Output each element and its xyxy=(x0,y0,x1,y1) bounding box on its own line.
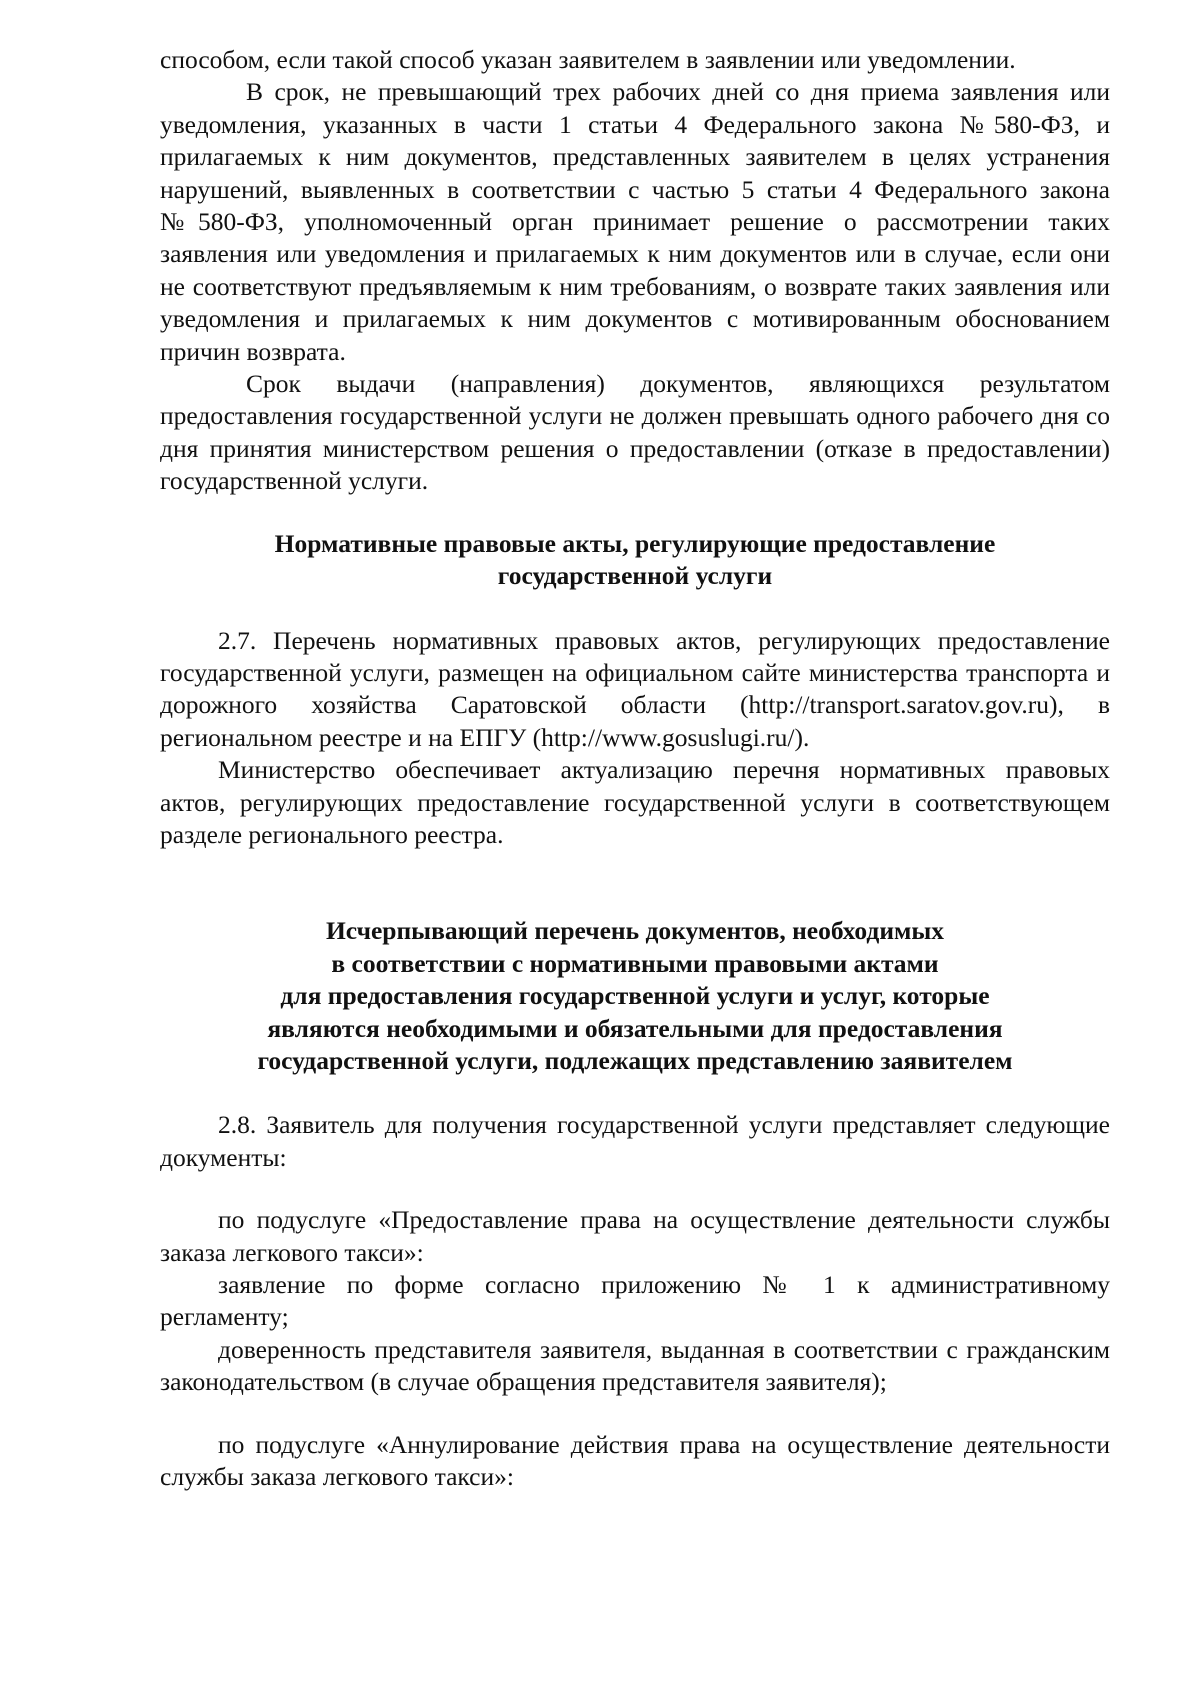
heading-documents-list xyxy=(160,915,1110,1077)
document-page xyxy=(160,44,1110,1493)
paragraph-subservice-annul: по подуслуге «Аннулирование действия права на осуществление деятельности службы заказа легкового такси»: xyxy=(160,1429,1110,1492)
paragraph-review-term: В срок, не превышающий трех рабочих дней со дня приема заявления или уведомления, указанных в части 1 статьи 4 Федерального закона №580-ФЗ, и прилагаемых к ним документов, представленных заявителем в целях устранения нарушений, выявленных в соответствии с частью 5 статьи 4 Федерального закона №580-ФЗ, уполномоченный орган принимает решение о рассмотрении таких заявления или уведомления и прилагаемых к ним документов или в случае, если они не соответствуют предъявляемым к ним требованиям, о возврате таких заявления или уведомления и прилагаемых к ним документов с мотивированным обоснованием причин возврата. xyxy=(160,77,1110,366)
heading-line: являются необходимыми и обязательными для предоставления xyxy=(267,1013,1003,1043)
paragraph-issue-term: Срок выдачи (направления) документов, являющихся результатом предоставления государственной услуги не должен превышать одного рабочего дня со дня принятия министерством решения о предоставлении (отказе в предоставлении) государственной услуги. xyxy=(160,369,1110,496)
heading-line: государственной услуги, подлежащих представлению заявителем xyxy=(257,1045,1013,1075)
paragraph-continuation: способом, если такой способ указан заявителем в заявлении или уведомлении. xyxy=(160,45,1016,74)
paragraph-power-of-attorney: доверенность представителя заявителя, выданная в соответствии с гражданским законодательством (в случае обращения представителя заявителя); xyxy=(160,1334,1110,1397)
paragraph-subservice-grant: по подуслуге «Предоставление права на осуществление деятельности службы заказа легкового такси»: xyxy=(160,1205,1110,1267)
heading-line: Нормативные правовые акты, регулирующие предоставление xyxy=(274,528,996,558)
heading-line: Исчерпывающий перечень документов, необходимых xyxy=(325,916,945,946)
spacer xyxy=(160,1077,1110,1109)
heading-line: в соответствии с нормативными правовыми актами xyxy=(331,948,939,978)
heading-line: государственной услуги xyxy=(497,561,773,591)
spacer xyxy=(160,593,1110,625)
paragraph-2-8: 2.8. Заявитель для получения государственной услуги представляет следующие документы: xyxy=(160,1110,1110,1172)
heading-line: для предоставления государственной услуги и услуг, которые xyxy=(280,981,990,1011)
spacer xyxy=(160,851,1110,915)
heading-normative-acts xyxy=(160,528,1110,593)
paragraph-application-form: заявление по форме согласно приложению № 1 к административному регламенту; xyxy=(160,1270,1110,1332)
spacer xyxy=(160,498,1110,528)
paragraph-2-7: 2.7. Перечень нормативных правовых актов, регулирующих предоставление государственной услуги, размещен на официальном сайте министерства транспорта и дорожного хозяйства Саратовской области (http://transport.saratov.gov.ru), в региональном реестре и на ЕПГУ (http://www.gosuslugi.ru/). xyxy=(160,625,1110,752)
spacer xyxy=(160,1399,1110,1429)
spacer xyxy=(160,1174,1110,1204)
paragraph-ministry-updates: Министерство обеспечивает актуализацию перечня нормативных правовых актов, регулирующих предоставление государственной услуги в соответствующем разделе регионального реестра. xyxy=(160,755,1110,849)
